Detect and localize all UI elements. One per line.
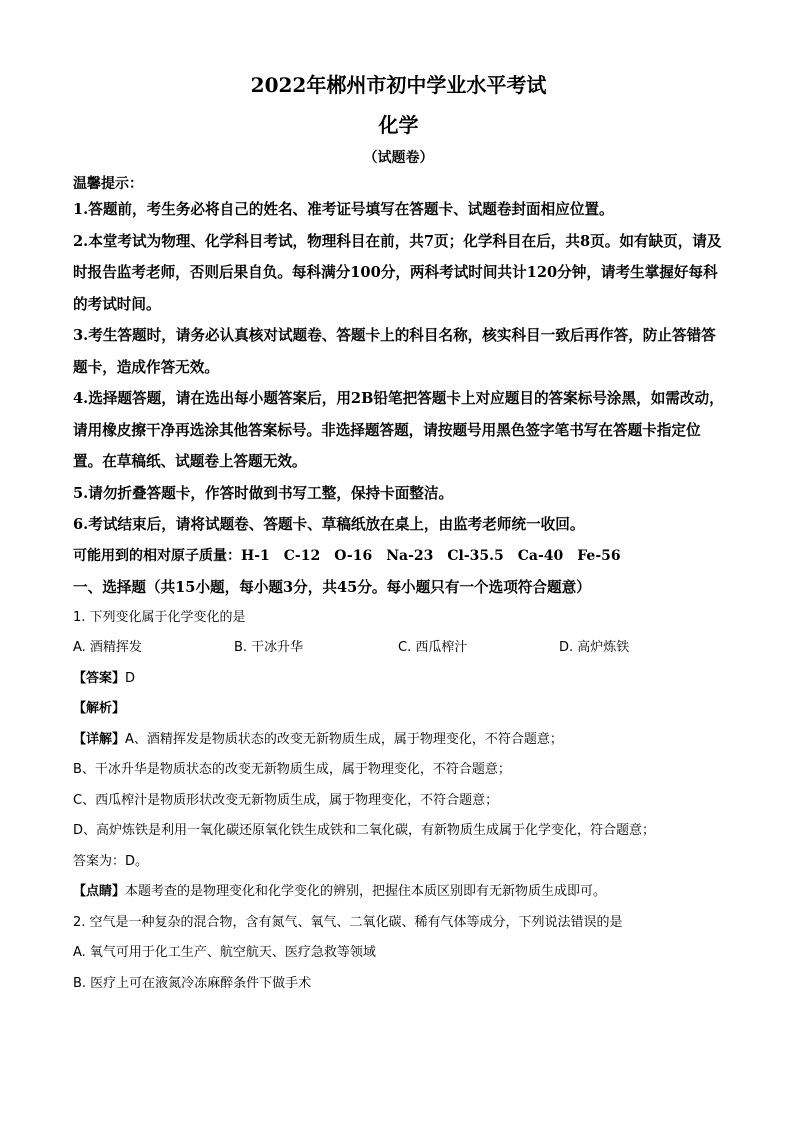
detail-line	[73, 725, 724, 756]
notice-item: 5.请勿折叠答题卡，作答时做到书写工整，保持卡面整洁。	[73, 484, 454, 502]
notice-item: 1.答题前，考生务必将自己的姓名、准考证号填写在答题卡、试题卷封面相应位置。	[73, 201, 614, 218]
option-c: C. 西瓜榨汁	[398, 640, 468, 655]
subject-title: 化学	[378, 113, 419, 137]
question-1	[73, 603, 724, 634]
section-heading: 一、选择题（共15小题，每小题3分，共45分。每小题只有一个选项符合题意）	[73, 578, 591, 596]
analysis-line	[73, 694, 724, 725]
question-2	[73, 908, 724, 1000]
question-stem: 2. 空气是一种复杂的混合物，含有氮气、氧气、二氧化碳、稀有气体等成分，下列说法错误的是	[73, 914, 623, 930]
answer-line	[73, 664, 724, 695]
question-1-options	[73, 633, 724, 664]
detail-line: D、高炉炼铁是利用一氧化碳还原氧化铁生成铁和二氧化碳，有新物质生成属于化学变化，符合题意；	[73, 823, 656, 838]
answer-tag: 【答案】	[73, 670, 126, 686]
question-stem: 1. 下列变化属于化学变化的是	[73, 609, 246, 625]
answer-value: D	[125, 670, 136, 686]
comment-line	[73, 877, 724, 908]
detail-line: 答案为：D。	[73, 853, 149, 869]
paper-type-label: （试题卷）	[363, 150, 434, 166]
notice-item: 6.考试结束后，请将试题卷、答题卡、草稿纸放在桌上，由监考老师统一收回。	[73, 516, 585, 533]
analysis-tag: 【解析】	[73, 701, 126, 716]
comment-text: 本题考查的是物理变化和化学变化的辨别，把握住本质区别即有无新物质生成即可。	[125, 884, 607, 899]
option-d: D. 高炉炼铁	[559, 640, 630, 655]
option-b: B. 医疗上可在液氮冷冻麻醉条件下做手术	[73, 975, 312, 991]
question-1-explanation	[73, 664, 724, 908]
detail-line: B、干冰升华是物质状态的改变无新物质生成，属于物理变化，不符合题意；	[73, 762, 511, 777]
notice-label: 温馨提示：	[73, 176, 143, 192]
atomic-masses: 可能用到的相对原子质量：H-1 C-12 O-16 Na-23 Cl-35.5 Ca-40 Fe-56	[73, 547, 621, 564]
detail-text: A、酒精挥发是物质状态的改变无新物质生成，属于物理变化，不符合题意；	[125, 731, 563, 747]
comment-tag: 【点睛】	[73, 884, 126, 899]
detail-line: C、西瓜榨汁是物质形状改变无新物质生成，属于物理变化，不符合题意；	[73, 792, 499, 808]
option-b: B. 干冰升华	[234, 640, 304, 655]
notice-item: 3.考生答题时，请务必认真核对试题卷、答题卡上的科目名称，核实科目一致后再作答，防止答错答题卡，造成作答无效。	[73, 327, 716, 376]
detail-tag: 【详解】	[73, 731, 126, 747]
notice-item: 4.选择题答题，请在选出每小题答案后，用2B铅笔把答题卡上对应题目的答案标号涂黑，如需改动，请用橡皮擦干净再选涂其他答案标号。非选择题答题，请按题号用黑色签字笔书写在答题卡指定位置。在草稿纸、试题卷上答题无效。	[73, 390, 724, 470]
notice-list	[73, 194, 724, 541]
notice-item: 2.本堂考试为物理、化学科目考试，物理科目在前，共7页；化学科目在后，共8页。如有缺页，请及时报告监考老师，否则后果自负。每科满分100分，两科考试时间共计120分钟，请考生掌握好每科的考试时间。	[73, 232, 722, 313]
option-a: A. 酒精挥发	[73, 640, 142, 655]
option-a: A. 氧气可用于化工生产、航空航天、医疗急救等领域	[73, 945, 376, 960]
page-title: 2022年郴州市初中学业水平考试	[250, 73, 547, 97]
